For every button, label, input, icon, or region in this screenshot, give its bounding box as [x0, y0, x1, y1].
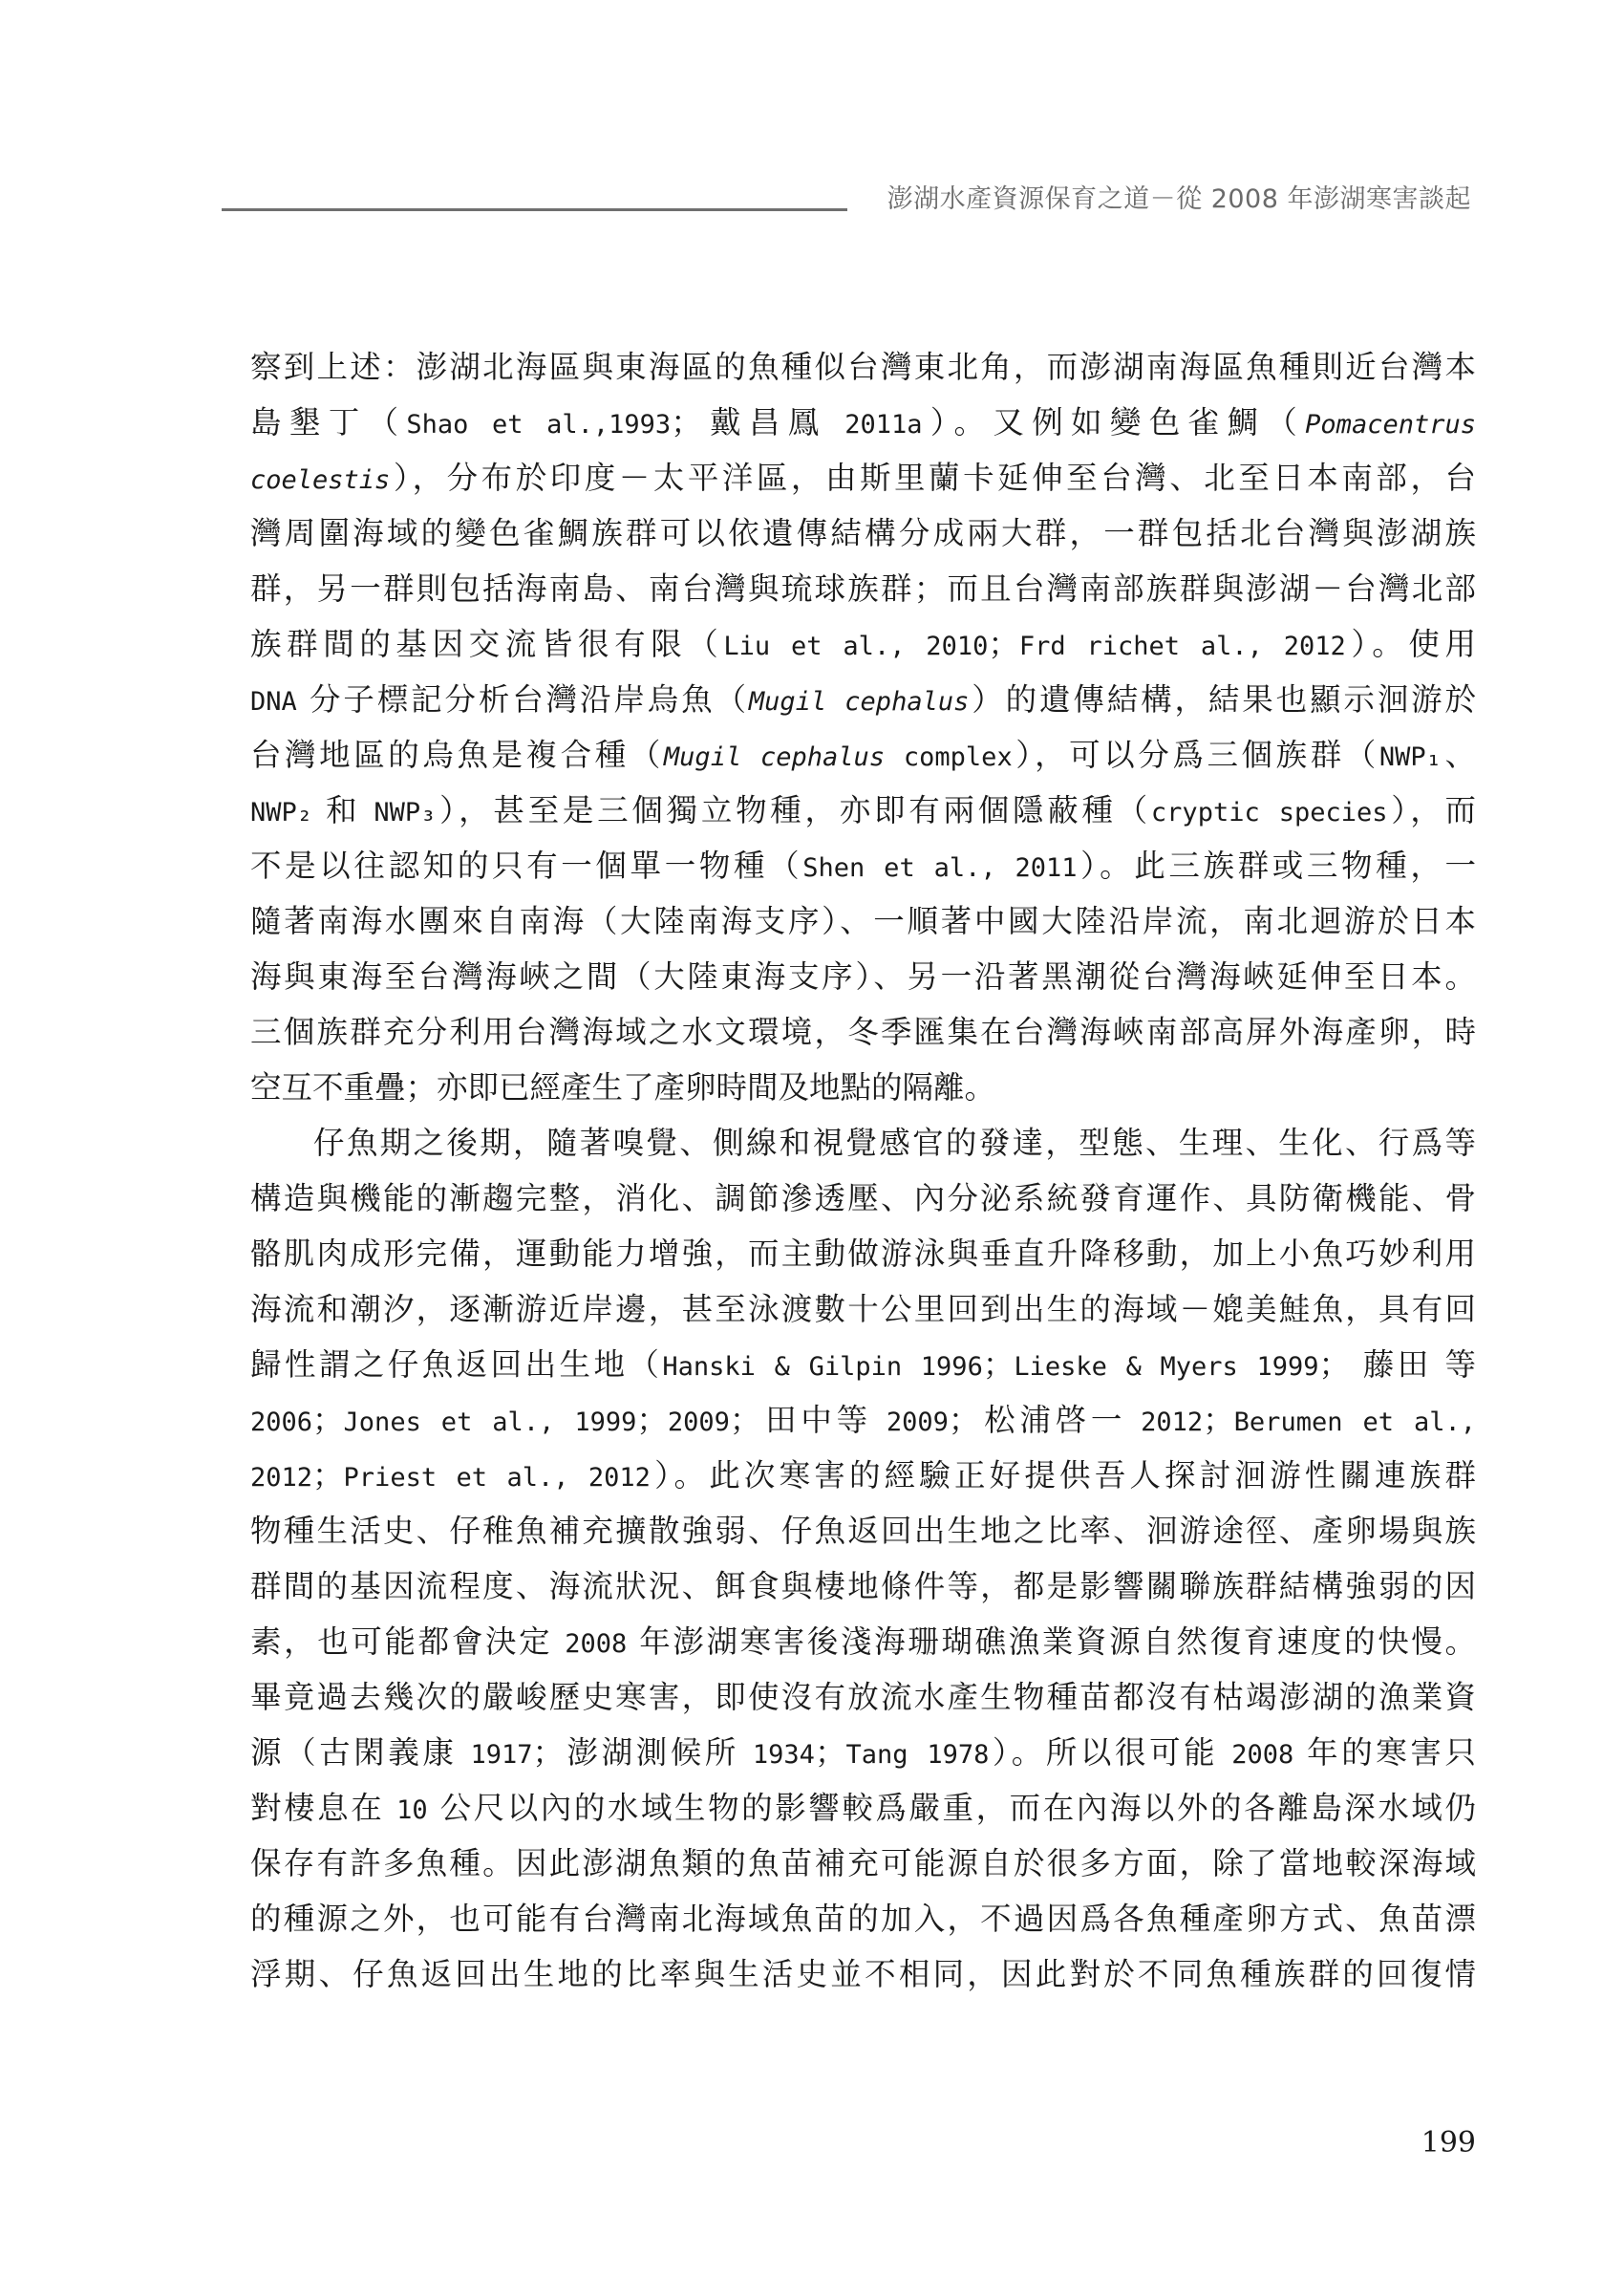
text-segment: NWP₃: [374, 798, 437, 827]
species-name: coelestis: [250, 465, 391, 495]
text-segment: ；: [982, 1346, 1015, 1383]
text-line: [250, 949, 1476, 1004]
text-segment: 的種源之外，也可能有台灣南北海域魚苗的加入，不過因爲各魚種產卵方式、魚苗漂: [250, 1901, 1476, 1937]
text-segment: Hanski & Gilpin 1996: [662, 1352, 983, 1382]
text-segment: 2012: [250, 1463, 313, 1493]
text-line: [250, 1503, 1476, 1558]
text-segment: 2008: [1231, 1740, 1294, 1770]
text-segment: 群間的基因流程度、海流狀況、餌食與棲地條件等，都是影響關聯族群結構強弱的因: [250, 1568, 1476, 1604]
text-segment: ；: [636, 1402, 668, 1438]
text-line: [250, 1836, 1476, 1891]
text-line: [250, 1281, 1476, 1337]
text-segment: 10: [396, 1795, 428, 1825]
text-segment: DNA: [250, 687, 297, 717]
text-segment: Frd richet al., 2012: [1018, 632, 1346, 661]
body-text: [250, 339, 1476, 2002]
text-line: [250, 1448, 1476, 1503]
text-segment: 島墾丁（: [250, 404, 407, 441]
text-segment: 骼肌肉成形完備，運動能力增強，而主動做游泳與垂直升降移動，加上小魚巧妙利用: [250, 1236, 1476, 1272]
text-line: [250, 1780, 1476, 1836]
text-segment: ；: [312, 1402, 344, 1438]
species-name: Pomacentrus: [1305, 410, 1476, 440]
text-segment: 、: [1441, 737, 1476, 773]
text-segment: 素，也可能都會決定: [250, 1623, 566, 1660]
text-segment: 空互不重疊；亦即已經產生了產卵時間及地點的隔離。: [250, 1069, 996, 1106]
text-segment: NWP₂: [250, 798, 313, 827]
text-segment: 2011a: [844, 410, 923, 440]
text-segment: 物種生活史、仔稚魚補充擴散強弱、仔魚返回出生地之比率、洄游途徑、產卵場與族: [250, 1513, 1476, 1549]
text-segment: ）。此三族群或三物種，一: [1077, 848, 1476, 884]
text-segment: ；: [814, 1734, 846, 1771]
text-segment: 年的寒害只: [1293, 1734, 1476, 1771]
text-segment: ；: [312, 1457, 344, 1494]
text-segment: ；戴昌鳳: [671, 404, 845, 441]
text-line: [250, 1946, 1476, 2002]
text-line: [250, 1171, 1476, 1226]
text-segment: 保存有許多魚種。因此澎湖魚類的魚苗補充可能源自於很多方面，除了當地較深海域: [250, 1845, 1476, 1881]
text-segment: 群，另一群則包括海南島、南台灣與琉球族群；而且台灣南部族群與澎湖－台灣北部: [250, 570, 1476, 607]
text-segment: ；: [1203, 1402, 1234, 1438]
text-segment: 公尺以內的水域生物的影響較爲嚴重，而在內海以外的各離島深水域仍: [427, 1790, 1476, 1826]
species-name: Mugil cephalus: [663, 742, 886, 772]
text-segment: 畢竟過去幾次的嚴峻歷史寒害，即使沒有放流水產生物種苗都沒有枯竭澎湖的漁業資: [250, 1679, 1476, 1715]
text-segment: ）。所以很可能: [989, 1734, 1232, 1771]
text-line: [250, 339, 1476, 395]
text-line: [250, 1669, 1476, 1725]
text-segment: 不是以往認知的只有一個單一物種（: [250, 848, 803, 884]
text-segment: ），分布於印度－太平洋區，由斯里蘭卡延伸至台灣、北至日本南部，台: [390, 460, 1476, 496]
text-segment: 隨著南海水團來自南海（大陸南海支序）、一順著中國大陸沿岸流，南北迴游於日本: [250, 903, 1476, 939]
text-segment: 年澎湖寒害後淺海珊瑚礁漁業資源自然復育速度的快慢。: [627, 1623, 1476, 1660]
text-segment: 台灣地區的烏魚是複合種（: [250, 737, 664, 773]
text-line: [250, 505, 1476, 561]
text-segment: Priest et al., 2012: [343, 1463, 651, 1493]
text-line: [250, 1614, 1476, 1669]
text-segment: 對棲息在: [250, 1790, 397, 1826]
text-segment: 構造與機能的漸趨完整，消化、調節滲透壓、內分泌系統發育運作、具防衛機能、骨: [250, 1180, 1476, 1216]
text-segment: 2009: [886, 1408, 949, 1437]
text-segment: 1934: [752, 1740, 815, 1770]
running-header: 澎湖水產資源保育之道－從 2008 年澎湖寒害談起: [887, 184, 1471, 214]
text-segment: cryptic species: [1150, 798, 1388, 827]
text-line: [250, 561, 1476, 616]
text-segment: ）。此次寒害的經驗正好提供吾人探討洄游性關連族群: [650, 1457, 1476, 1494]
text-segment: 分子標記分析台灣沿岸烏魚（: [296, 681, 749, 718]
text-segment: ），而: [1387, 792, 1476, 828]
text-line: [250, 1558, 1476, 1614]
text-segment: 2012: [1141, 1408, 1204, 1437]
text-segment: ；澎湖測候所: [532, 1734, 753, 1771]
text-segment: Tang 1978: [845, 1740, 990, 1770]
text-line: [250, 783, 1476, 838]
text-segment: 和: [312, 792, 374, 828]
text-segment: 2009: [667, 1408, 730, 1437]
text-segment: ），可以分爲三個族群（: [1012, 737, 1379, 773]
text-line: [250, 1891, 1476, 1946]
text-segment: Jones et al., 1999: [343, 1408, 637, 1437]
text-segment: ），甚至是三個獨立物種，亦即有兩個隱蔽種（: [436, 792, 1151, 828]
text-segment: Shao et al.,1993: [406, 410, 672, 440]
text-line: [250, 1226, 1476, 1281]
text-segment: ）。使用: [1345, 626, 1476, 662]
header-rule: [222, 208, 847, 211]
page-number: 199: [1421, 2126, 1476, 2160]
text-segment: ； 藤田 等: [1318, 1346, 1476, 1383]
text-segment: Shen et al., 2011: [802, 853, 1078, 883]
text-line: [250, 1392, 1476, 1448]
text-segment: 灣周圍海域的變色雀鯛族群可以依遺傳結構分成兩大群，一群包括北台灣與澎湖族: [250, 515, 1476, 551]
text-segment: ；田中等: [729, 1402, 887, 1438]
text-segment: 海與東海至台灣海峽之間（大陸東海支序）、另一沿著黑潮從台灣海峽延伸至日本。: [250, 958, 1476, 995]
text-segment: 歸性謂之仔魚返回出生地（: [250, 1346, 663, 1383]
text-line: [250, 1725, 1476, 1780]
text-segment: 察到上述：澎湖北海區與東海區的魚種似台灣東北角，而澎湖南海區魚種則近台灣本: [250, 349, 1476, 385]
text-segment: 2006: [250, 1408, 313, 1437]
text-segment: 族群間的基因交流皆很有限（: [250, 626, 724, 662]
text-line: [250, 395, 1476, 450]
text-segment: Liu et al., 2010: [723, 632, 989, 661]
species-name: Mugil cephalus: [748, 687, 970, 717]
text-segment: ；: [988, 626, 1019, 662]
text-segment: 2008: [565, 1629, 628, 1659]
text-line: [250, 450, 1476, 505]
text-segment: 浮期、仔魚返回出生地的比率與生活史並不相同，因此對於不同魚種族群的回復情: [250, 1956, 1476, 1992]
text-line: [250, 1060, 1476, 1115]
text-segment: complex: [885, 742, 1013, 772]
text-line: [250, 1004, 1476, 1060]
text-segment: ；松浦啓一: [948, 1402, 1142, 1438]
text-line: [250, 616, 1476, 672]
text-segment: 三個族群充分利用台灣海域之水文環境，冬季匯集在台灣海峽南部高屏外海產卵，時: [250, 1014, 1476, 1050]
text-line: [250, 672, 1476, 727]
text-segment: 海流和潮汐，逐漸游近岸邊，甚至泳渡數十公里回到出生的海域－媲美鮭魚，具有回: [250, 1291, 1476, 1327]
text-line: [250, 1337, 1476, 1392]
text-segment: Berumen et al.,: [1233, 1408, 1476, 1437]
text-segment: 源（古閑義康: [250, 1734, 471, 1771]
text-line: [250, 1115, 1476, 1171]
text-line: [250, 838, 1476, 893]
text-segment: Lieske & Myers 1999: [1014, 1352, 1319, 1382]
text-segment: NWP₁: [1378, 742, 1442, 772]
text-segment: 仔魚期之後期，隨著嗅覺、側線和視覺感官的發達，型態、生理、生化、行爲等: [313, 1125, 1476, 1161]
text-segment: ）的遺傳結構，結果也顯示洄游於: [969, 681, 1476, 718]
text-segment: ）。又例如變色雀鯛（: [922, 404, 1306, 441]
text-line: [250, 727, 1476, 783]
text-segment: 1917: [470, 1740, 533, 1770]
text-line: [250, 893, 1476, 949]
